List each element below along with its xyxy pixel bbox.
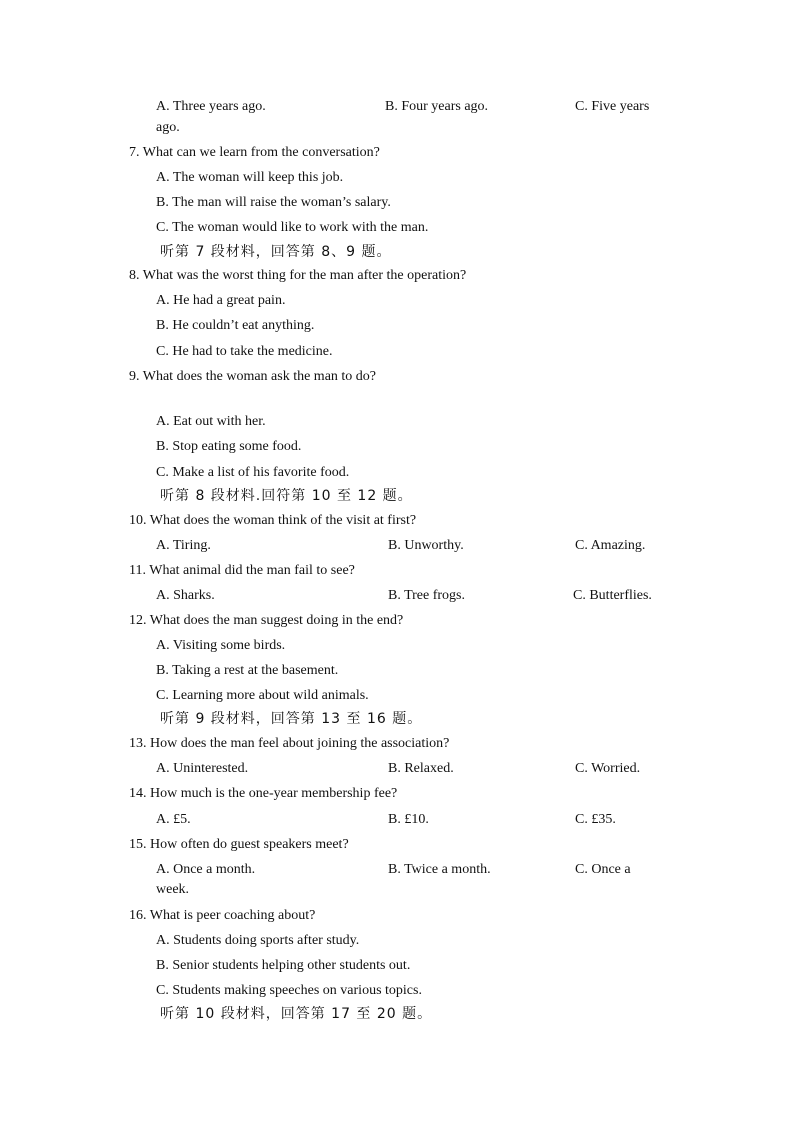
q9-option-c: C. Make a list of his favorite food. <box>156 465 350 480</box>
question-7: 7. What can we learn from the conversation? <box>129 145 380 160</box>
q14-option-c: C. £35. <box>575 812 616 827</box>
q7-option-c: C. The woman would like to work with the man. <box>156 220 429 235</box>
section-header-10: 听第 10 段材料，回答第 17 至 20 题。 <box>160 1006 433 1022</box>
q12-option-b: B. Taking a rest at the basement. <box>156 663 339 678</box>
question-14: 14. How much is the one-year membership fee? <box>129 786 398 801</box>
q6-option-c: C. Five years <box>575 99 650 114</box>
question-9: 9. What does the woman ask the man to do? <box>129 369 377 384</box>
q11-option-a: A. Sharks. <box>156 588 215 603</box>
question-10: 10. What does the woman think of the visit at first? <box>129 513 417 528</box>
q9-option-b: B. Stop eating some food. <box>156 439 302 454</box>
q14-option-b: B. £10. <box>388 812 429 827</box>
q16-option-b: B. Senior students helping other students out. <box>156 958 411 973</box>
section-header-8: 听第 8 段材料.回符第 10 至 12 题。 <box>160 488 413 504</box>
q9-option-a: A. Eat out with her. <box>156 414 266 429</box>
q6-option-c-wrap: ago. <box>156 120 180 135</box>
q15-option-a: A. Once a month. <box>156 862 256 877</box>
question-12: 12. What does the man suggest doing in the end? <box>129 613 404 628</box>
q10-option-b: B. Unworthy. <box>388 538 464 553</box>
question-11: 11. What animal did the man fail to see? <box>129 563 355 578</box>
q13-option-a: A. Uninterested. <box>156 761 249 776</box>
q8-option-a: A. He had a great pain. <box>156 293 286 308</box>
question-15: 15. How often do guest speakers meet? <box>129 837 349 852</box>
q15-option-c-wrap: week. <box>156 882 190 897</box>
q6-option-a: A. Three years ago. <box>156 99 266 114</box>
q11-option-c: C. Butterflies. <box>573 588 652 603</box>
q13-option-c: C. Worried. <box>575 761 641 776</box>
question-8: 8. What was the worst thing for the man after the operation? <box>129 268 467 283</box>
q14-option-a: A. £5. <box>156 812 191 827</box>
q12-option-a: A. Visiting some birds. <box>156 638 286 653</box>
q13-option-b: B. Relaxed. <box>388 761 454 776</box>
q8-option-b: B. He couldn’t eat anything. <box>156 318 315 333</box>
q16-option-c: C. Students making speeches on various topics. <box>156 983 422 998</box>
q16-option-a: A. Students doing sports after study. <box>156 933 360 948</box>
q10-option-a: A. Tiring. <box>156 538 211 553</box>
q8-option-c: C. He had to take the medicine. <box>156 344 333 359</box>
q15-option-c: C. Once a <box>575 862 631 877</box>
section-header-7: 听第 7 段材料，回答第 8、9 题。 <box>160 244 392 260</box>
section-header-9: 听第 9 段材料，回答第 13 至 16 题。 <box>160 711 423 727</box>
q10-option-c: C. Amazing. <box>575 538 646 553</box>
q7-option-b: B. The man will raise the woman’s salary. <box>156 195 391 210</box>
question-13: 13. How does the man feel about joining the association? <box>129 736 450 751</box>
q7-option-a: A. The woman will keep this job. <box>156 170 344 185</box>
question-16: 16. What is peer coaching about? <box>129 908 316 923</box>
q15-option-b: B. Twice a month. <box>388 862 491 877</box>
q6-option-b: B. Four years ago. <box>385 99 489 114</box>
q11-option-b: B. Tree frogs. <box>388 588 466 603</box>
q12-option-c: C. Learning more about wild animals. <box>156 688 369 703</box>
